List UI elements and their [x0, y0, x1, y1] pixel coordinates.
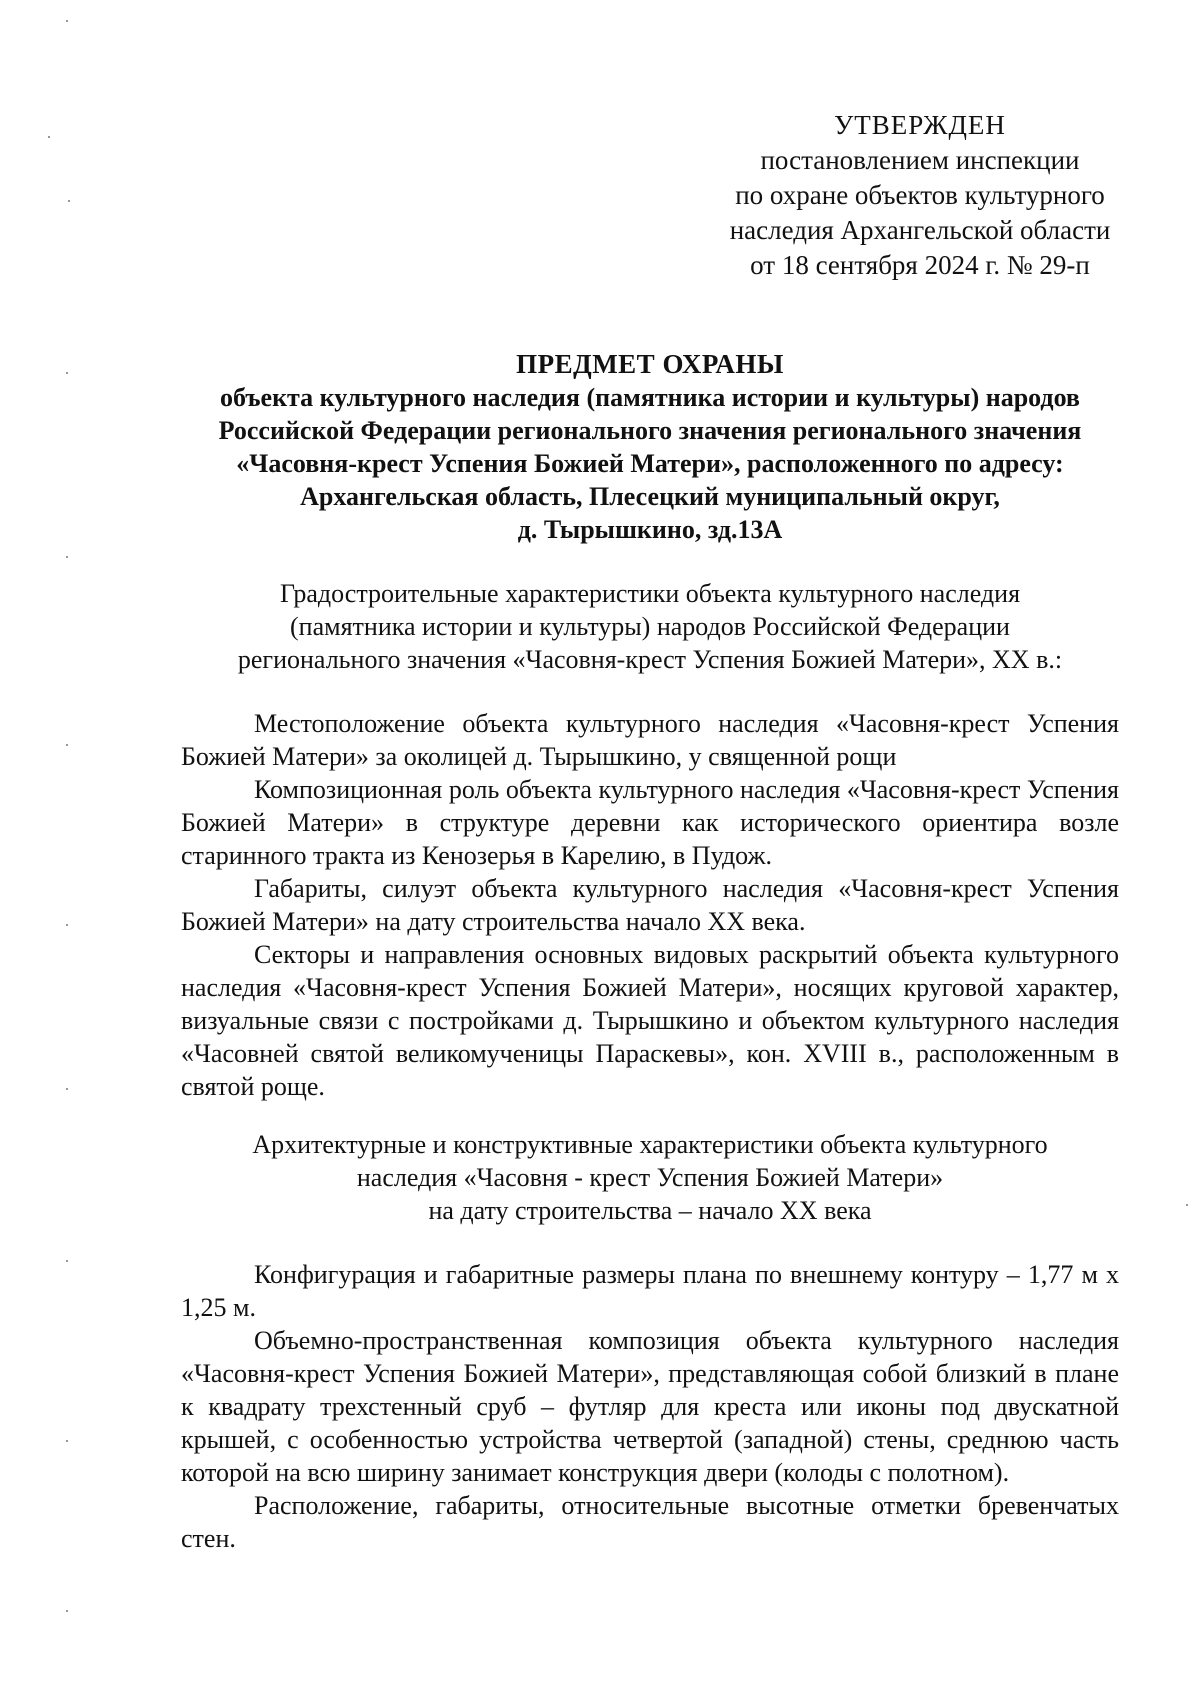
section2-heading-line: Архитектурные и конструктивные характеристики объекта культурного — [252, 1130, 1048, 1159]
title-line: «Часовня-крест Успения Божией Матери», расположенного по адресу: — [236, 449, 1064, 478]
scan-speck — [1186, 1204, 1188, 1206]
section1-paragraph: Местоположение объекта культурного наследия «Часовня-крест Успения Божией Матери» за околицей д. Тырышкино, у священной рощи — [181, 709, 1119, 771]
title-line: Архангельская область, Плесецкий муниципальный округ, — [300, 482, 1000, 511]
scan-speck — [66, 1260, 68, 1262]
section2-heading — [160, 1128, 1140, 1227]
scan-speck — [66, 1610, 68, 1612]
section2-paragraph: Конфигурация и габаритные размеры плана по внешнему контуру – 1,77 м х 1,25 м. — [181, 1260, 1119, 1322]
title-line: д. Тырышкино, зд.13А — [517, 515, 783, 544]
scan-speck — [68, 200, 70, 202]
scan-speck — [66, 1440, 68, 1442]
section2-heading-line: на дату строительства – начало XX века — [428, 1196, 872, 1225]
scan-speck — [66, 924, 68, 926]
section1-paragraph: Композиционная роль объекта культурного наследия «Часовня-крест Успения Божией Матери» в структуре деревни как исторического ориентира возле старинного тракта из Кенозерья в Карелию, в Пудож. — [181, 775, 1119, 870]
approval-line: по охране объектов культурного — [735, 180, 1105, 210]
title-line: объекта культурного наследия (памятника истории и культуры) народов — [220, 383, 1080, 412]
section1-paragraph: Габариты, силуэт объекта культурного наследия «Часовня-крест Успения Божией Матери» на дату строительства начало XX века. — [181, 874, 1119, 936]
approval-line: от 18 сентября 2024 г. № 29-п — [750, 250, 1090, 280]
approval-heading: УТВЕРЖДЕН — [834, 110, 1006, 140]
section1-heading — [160, 577, 1140, 676]
section1-heading-line: регионального значения «Часовня-крест Успения Божией Матери», XX в.: — [237, 645, 1063, 674]
section2-heading-line: наследия «Часовня - крест Успения Божией Матери» — [356, 1163, 944, 1192]
document-title — [170, 348, 1130, 546]
section2-body — [181, 1258, 1119, 1555]
scan-speck — [66, 20, 68, 22]
scan-speck — [66, 372, 68, 374]
approval-line: наследия Архангельской области — [729, 215, 1111, 245]
scan-speck — [66, 556, 68, 558]
section2-paragraph: Объемно-пространственная композиция объекта культурного наследия «Часовня-крест Успения Божией Матери», представляющая собой близкий в плане к квадрату трехстенный сруб – футляр для креста или иконы под двускатной крышей, с особенностью устройства четвертой (западной) стены, среднюю часть которой на всю ширину занимает конструкция двери (колоды с полотном). — [181, 1326, 1119, 1487]
section1-paragraph: Секторы и направления основных видовых раскрытий объекта культурного наследия «Часовня-крест Успения Божией Матери», носящих круговой характер, визуальные связи с постройками д. Тырышкино и объектом культурного наследия «Часовней святой великомученицы Параскевы», кон. XVIII в., расположенным в святой роще. — [181, 940, 1119, 1101]
approval-line: постановлением инспекции — [760, 145, 1080, 175]
title-line: Российской Федерации регионального значения регионального значения — [218, 416, 1082, 445]
section1-heading-line: (памятника истории и культуры) народов Российской Федерации — [290, 612, 1010, 641]
scan-speck — [66, 1088, 68, 1090]
section1-body — [181, 707, 1119, 1103]
scan-speck — [66, 744, 68, 746]
approval-stamp — [700, 108, 1140, 283]
title-main: ПРЕДМЕТ ОХРАНЫ — [516, 349, 784, 379]
section2-paragraph: Расположение, габариты, относительные высотные отметки бревенчатых стен. — [181, 1491, 1119, 1553]
scan-speck — [48, 136, 50, 138]
section1-heading-line: Градостроительные характеристики объекта культурного наследия — [279, 579, 1021, 608]
